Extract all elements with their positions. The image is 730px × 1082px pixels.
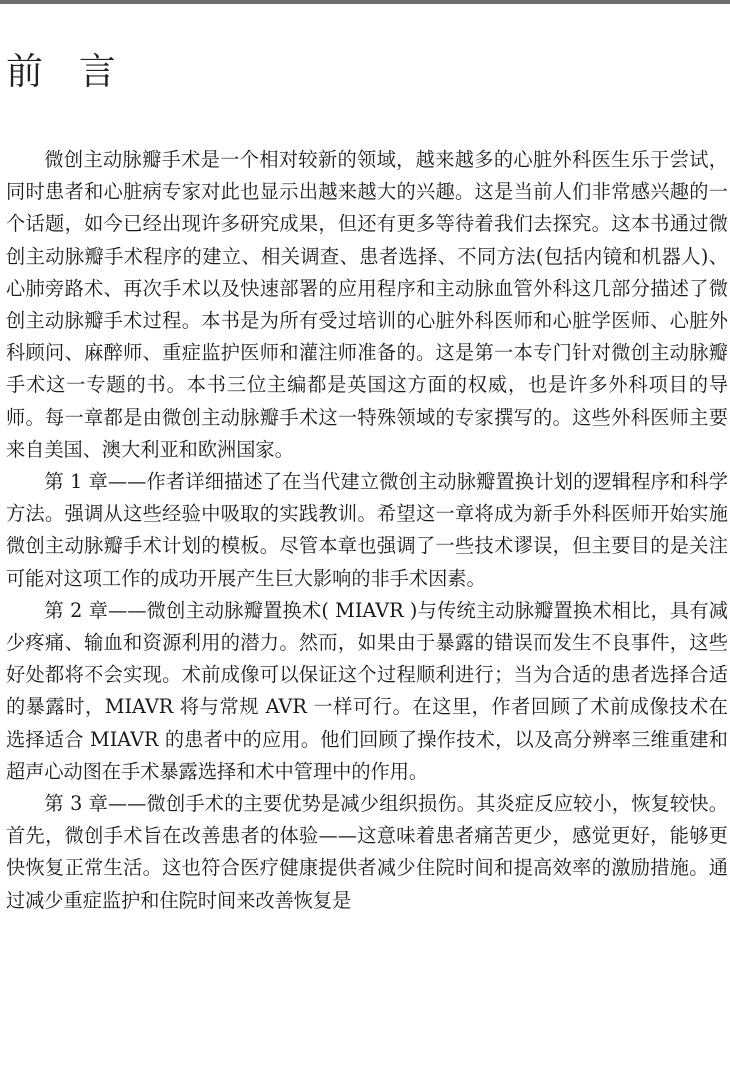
top-border-bar bbox=[0, 0, 730, 4]
page-title: 前 言 bbox=[6, 50, 128, 93]
paragraph-chapter-1: 第 1 章——作者详细描述了在当代建立微创主动脉瓣置换计划的逻辑程序和科学方法。强调从这些经验中吸取的实践教训。希望这一章将成为新手外科医师开始实施微创主动脉瓣手术计划的模板。尽管本章也强调了一些技术谬误，但主要目的是关注可能对这项工作的成功开展产生巨大影响的非手术因素。 bbox=[6, 470, 728, 590]
body-text bbox=[6, 144, 728, 917]
paragraph-intro: 微创主动脉瓣手术是一个相对较新的领域，越来越多的心脏外科医生乐于尝试，同时患者和心脏病专家对此也显示出越来越大的兴趣。这是当前人们非常感兴趣的一个话题，如今已经出现许多研究成果，但还有更多等待着我们去探究。这本书通过微创主动脉瓣手术程序的建立、相关调查、患者选择、不同方法(包括内镜和机器人)、心肺旁路术、再次手术以及快速部署的应用程序和主动脉血管外科这几部分描述了微创主动脉瓣手术过程。本书是为所有受过培训的心脏外科医师和心脏学医师、心脏外科顾问、麻醉师、重症监护医师和灌注师准备的。这是第一本专门针对微创主动脉瓣手术这一专题的书。本书三位主编都是英国这方面的权威，也是许多外科项目的导师。每一章都是由微创主动脉瓣手术这一特殊领域的专家撰写的。这些外科医师主要来自美国、澳大利亚和欧洲国家。 bbox=[6, 148, 728, 461]
paragraph-chapter-2: 第 2 章——微创主动脉瓣置换术( MIAVR )与传统主动脉瓣置换术相比，具有减少疼痛、输血和资源利用的潜力。然而，如果由于暴露的错误而发生不良事件，这些好处都将不会实现。术前成像可以保证这个过程顺利进行；当为合适的患者选择合适的暴露时，MIAVR 将与常规 AVR 一样可行。在这里，作者回顾了术前成像技术在选择适合 MIAVR 的患者中的应用。他们回顾了操作技术，以及高分辨率三维重建和超声心动图在手术暴露选择和术中管理中的作用。 bbox=[6, 598, 728, 783]
paragraph-chapter-3: 第 3 章——微创手术的主要优势是减少组织损伤。其炎症反应较小，恢复较快。首先，微创手术旨在改善患者的体验——这意味着患者痛苦更少，感觉更好，能够更快恢复正常生活。这也符合医疗健康提供者减少住院时间和提高效率的激励措施。通过减少重症监护和住院时间来改善恢复是 bbox=[6, 792, 728, 912]
